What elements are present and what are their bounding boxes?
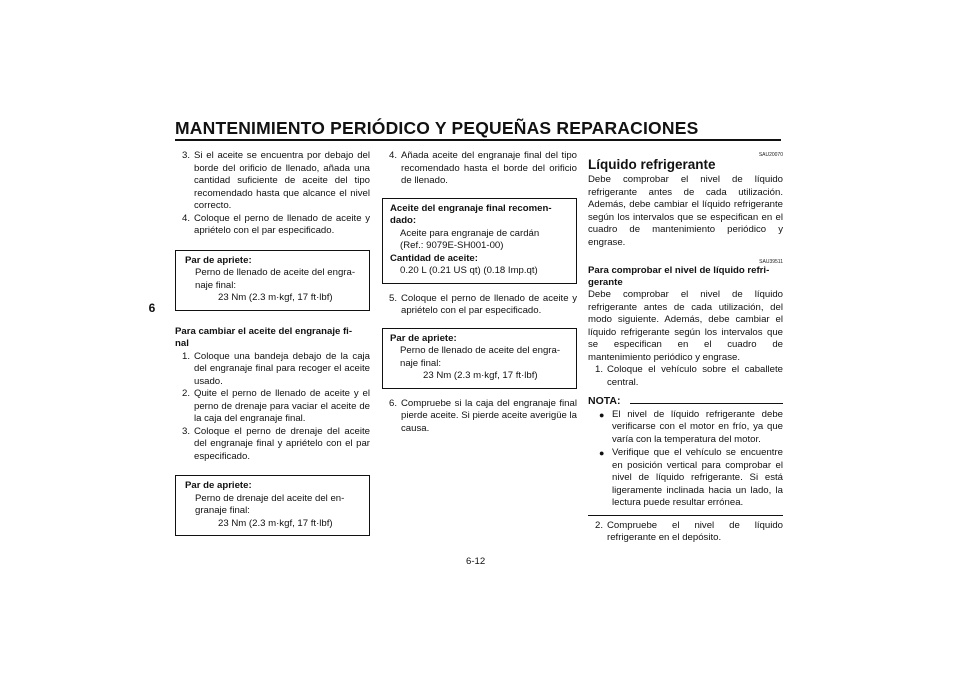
subsection-title-check-coolant: Para comprobar el nivel de líquido refri- gerante (588, 265, 770, 288)
note-bullet-1: ● El nivel de líquido refrigerante debe verificarse con el motor en frío, ya que varía con la temperatura del motor. (599, 408, 783, 445)
column-right (588, 150, 783, 545)
column-middle (382, 150, 577, 435)
ref-code-2: SAU39511 (759, 259, 783, 265)
change-step-1: 1. Coloque una bandeja debajo de la caja del engranaje final para recoger el aceite usado. (182, 350, 370, 387)
torque-box-fill-bolt: Par de apriete: Perno de llenado de aceite del engra- naje final: 23 Nm (2.3 m·kgf, 17 ft·lbf) (175, 250, 370, 311)
note-bullet-2: ● Verifique que el vehículo se encuentre en posición vertical para comprobar el nivel de líquido refrigerante. Si está ligeramente inclinada hacia un lado, la lectura puede resultar errónea. (599, 447, 783, 508)
note-label: NOTA: (588, 395, 783, 408)
section-heading-oil-change: Para cambiar el aceite del engranaje fi- nal (175, 325, 353, 349)
step-5: 5. Coloque el perno de llenado de aceite y apriételo con el par especificado. (389, 292, 577, 316)
note-block (588, 395, 783, 516)
torque-box-fill-bolt-2: Par de apriete: Perno de llenado de aceite del engra- naje final: 23 Nm (2.3 m·kgf, 17 ft·lbf) (382, 328, 577, 389)
page-header-title: MANTENIMIENTO PERIÓDICO Y PEQUEÑAS REPARACIONES (175, 118, 699, 138)
change-step-3: 3. Coloque el perno de drenaje del aceite del engranaje final y apriételo con el par especificado. (182, 425, 370, 462)
torque-box-drain-bolt: Par de apriete: Perno de drenaje del aceite del en- granaje final: 23 Nm (2.3 m·kgf, 17 ft·lbf) (175, 475, 370, 536)
chapter-tab: 6 (140, 293, 164, 323)
step-4-add-oil: 4. Añada aceite del engranaje final del tipo recomendado hasta el borde del orificio de llenado. (389, 150, 577, 186)
step-6: 6. Compruebe si la caja del engranaje final pierde aceite. Si pierde aceite averigüe la causa. (389, 397, 577, 434)
section-title-coolant: Líquido refrigerante (588, 157, 716, 172)
note-end-rule (588, 515, 783, 516)
coolant-intro: Debe comprobar el nivel de líquido refrigerante antes de cada utilización. Además, debe cambiar el líquido refrigerante según los intervalos que se especifican en el cuadro de mantenimiento periódico y engrase. (588, 174, 783, 248)
bullet-icon: ● (599, 448, 605, 458)
header-rule (175, 139, 781, 141)
check-coolant-text: Debe comprobar el nivel de líquido refrigerante antes de cada utilización, del modo siguiente. Además, debe cambiar el líquido refrigerante según los intervalos que se especifican en el cuadro de mantenimiento periódico y engrase. (588, 289, 783, 363)
page-number: 6-12 (466, 556, 486, 567)
change-step-2: 2. Quite el perno de llenado de aceite y el perno de drenaje para vaciar el aceite de la caja del engranaje final. (182, 388, 370, 424)
ref-code-1: SAU20070 (758, 152, 783, 158)
recommended-oil-box: Aceite del engranaje final recomen- dado: Aceite para engranaje de cardán (Ref.: 9079E-SH001-00) Cantidad de aceite: 0.20 L (0.21 US qt) (0.18 Imp.qt) (382, 198, 577, 284)
coolant-step-2: 2. Compruebe el nivel de líquido refrigerante en el depósito. (595, 519, 783, 543)
column-left (175, 150, 370, 545)
step-3: 3. Si el aceite se encuentra por debajo del borde del orificio de llenado, añada una cantidad suficiente de aceite del tipo recomendado hasta que alcance el nivel correcto. (182, 150, 370, 211)
coolant-step-1: 1. Coloque el vehículo sobre el caballete central. (595, 364, 783, 388)
step-4: 4. Coloque el perno de llenado de aceite y apriételo con el par especificado. (182, 212, 370, 236)
bullet-icon: ● (599, 409, 605, 420)
